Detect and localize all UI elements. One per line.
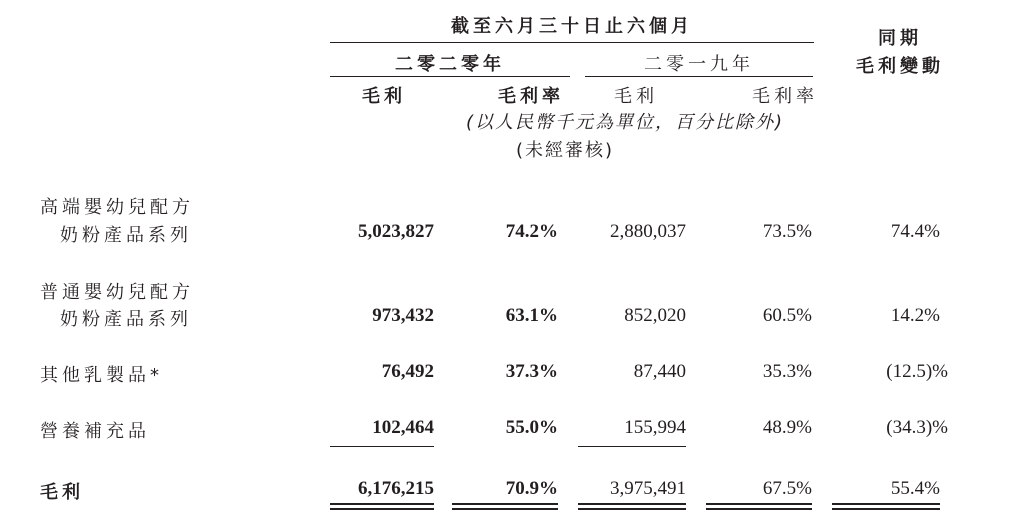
row-label-line1: 其他乳製品*: [40, 365, 163, 386]
gp-2019-value: 155,994: [624, 417, 686, 438]
margin-2019-value: 35.3%: [762, 361, 812, 382]
margin-2019-value: 60.5%: [762, 305, 812, 326]
margin-2020-value: 37.3%: [505, 361, 558, 382]
change-value: 74.4%: [890, 221, 940, 242]
total-label: 毛利: [40, 482, 84, 503]
subtotal-rule: [330, 446, 434, 447]
year-2020-heading: 二零二零年: [395, 54, 505, 75]
gp-2019-value: 87,440: [633, 361, 686, 382]
row-label-line2: 奶粉產品系列: [60, 309, 192, 330]
row-label-line1: 高端嬰幼兒配方: [40, 197, 194, 218]
total-double-rule: [452, 508, 558, 510]
period-underline: [330, 42, 814, 43]
gp-2020-value: 102,464: [372, 417, 434, 438]
row-label-line1: 普通嬰幼兒配方: [40, 282, 194, 303]
year-2019-heading: 二零一九年: [644, 54, 754, 75]
gp-2019-value: 2,880,037: [610, 221, 686, 242]
total-double-rule: [578, 508, 686, 510]
total-double-rule: [578, 503, 686, 505]
margin-2020-value: 63.1%: [505, 305, 558, 326]
total-double-rule: [452, 503, 558, 505]
subtotal-rule: [578, 446, 686, 447]
change-heading-line2: 毛利變動: [856, 56, 944, 77]
margin-2019-value: 73.5%: [762, 221, 812, 242]
total-margin-2019: 67.5%: [762, 478, 812, 499]
audit-note: (未經審核): [516, 140, 615, 161]
col-gp-2020: 毛利: [362, 86, 406, 107]
year-2019-underline: [585, 76, 813, 77]
total-double-rule: [330, 508, 434, 510]
gp-2020-value: 973,432: [372, 305, 434, 326]
total-double-rule: [832, 503, 940, 505]
col-margin-2019: 毛利率: [752, 86, 818, 107]
total-double-rule: [832, 508, 940, 510]
change-value: (34.3)%: [886, 417, 948, 438]
gp-2020-value: 76,492: [381, 361, 434, 382]
period-heading: 截至六月三十日止六個月: [451, 16, 693, 37]
col-margin-2020: 毛利率: [498, 86, 564, 107]
total-gp-2020: 6,176,215: [358, 478, 434, 499]
row-label-line1: 營養補充品: [40, 421, 150, 442]
row-label-line2: 奶粉產品系列: [60, 225, 192, 246]
total-margin-2020: 70.9%: [505, 478, 558, 499]
total-double-rule: [330, 503, 434, 505]
gp-2020-value: 5,023,827: [358, 221, 434, 242]
total-gp-2019: 3,975,491: [610, 478, 686, 499]
total-change: 55.4%: [890, 478, 940, 499]
gp-2019-value: 852,020: [624, 305, 686, 326]
margin-2019-value: 48.9%: [762, 417, 812, 438]
change-value: 14.2%: [890, 305, 940, 326]
change-heading-line1: 同期: [878, 28, 922, 49]
margin-2020-value: 74.2%: [505, 221, 558, 242]
unit-note: (以人民幣千元為單位，百分比除外): [466, 112, 785, 133]
change-value: (12.5)%: [886, 361, 948, 382]
year-2020-underline: [330, 76, 570, 77]
col-gp-2019: 毛利: [614, 86, 658, 107]
margin-2020-value: 55.0%: [505, 417, 558, 438]
total-double-rule: [706, 508, 812, 510]
total-double-rule: [706, 503, 812, 505]
